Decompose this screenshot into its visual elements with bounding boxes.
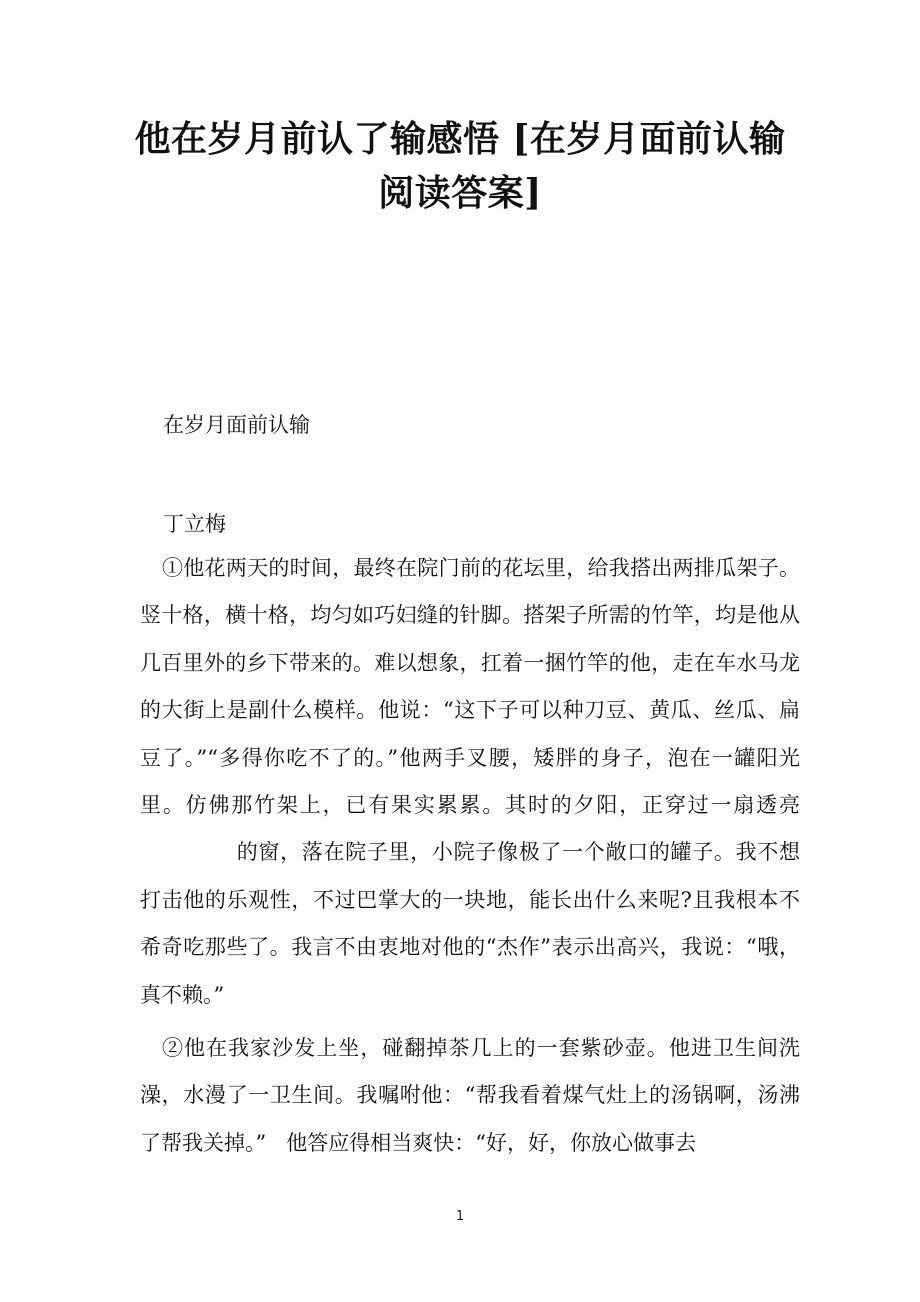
page-number: 1 [455, 1209, 465, 1224]
paragraph-2 [140, 1025, 800, 1167]
paragraph-2-part-b: 他答应得相当爽快：“好，好，你放心做事去 [286, 1130, 696, 1155]
paragraph-1-part-a: ①他花两天的时间，最终在院门前的花坛里，给我搭出两排瓜架子。竖十格，横十格，均匀如巧妇缝的针脚。搭架子所需的竹竿，均是他从几百里外的乡下带来的。难以想象，扛着一捆竹竿的他，走在车水马龙的大街上是副什么模样。他说：“这下子可以种刀豆、黄瓜、丝瓜、扁豆了。”“多得你吃不了的。”他两手叉腰，矮胖的身子，泡在一罐阳光里。仿佛那竹架上，已有果实累累。其时的夕阳，正穿过一扇透亮 [140, 556, 800, 818]
document-title: 他在岁月前认了输感悟 [在岁月面前认输阅读答案] [134, 118, 786, 214]
article-subtitle: 在岁月面前认输 [163, 413, 310, 437]
paragraph-1 [140, 545, 800, 1019]
paragraph-1-part-b: 的窗，落在院子里，小院子像极了一个敞口的罐子。我不想打击他的乐观性，不过巴掌大的一块地，能长出什么来呢?且我根本不希奇吃那些了。我言不由衷地对他的“杰作”表示出高兴，我说：“哦，真不赖。” [140, 840, 800, 1007]
paragraph-2-part-a: ②他在我家沙发上坐，碰翻掉茶几上的一套紫砂壶。他进卫生间洗澡，水漫了一卫生间。我嘱咐他：“帮我看着煤气灶上的汤锅啊，汤沸了帮我关掉。” [140, 1036, 800, 1155]
article-author: 丁立梅 [163, 512, 226, 536]
